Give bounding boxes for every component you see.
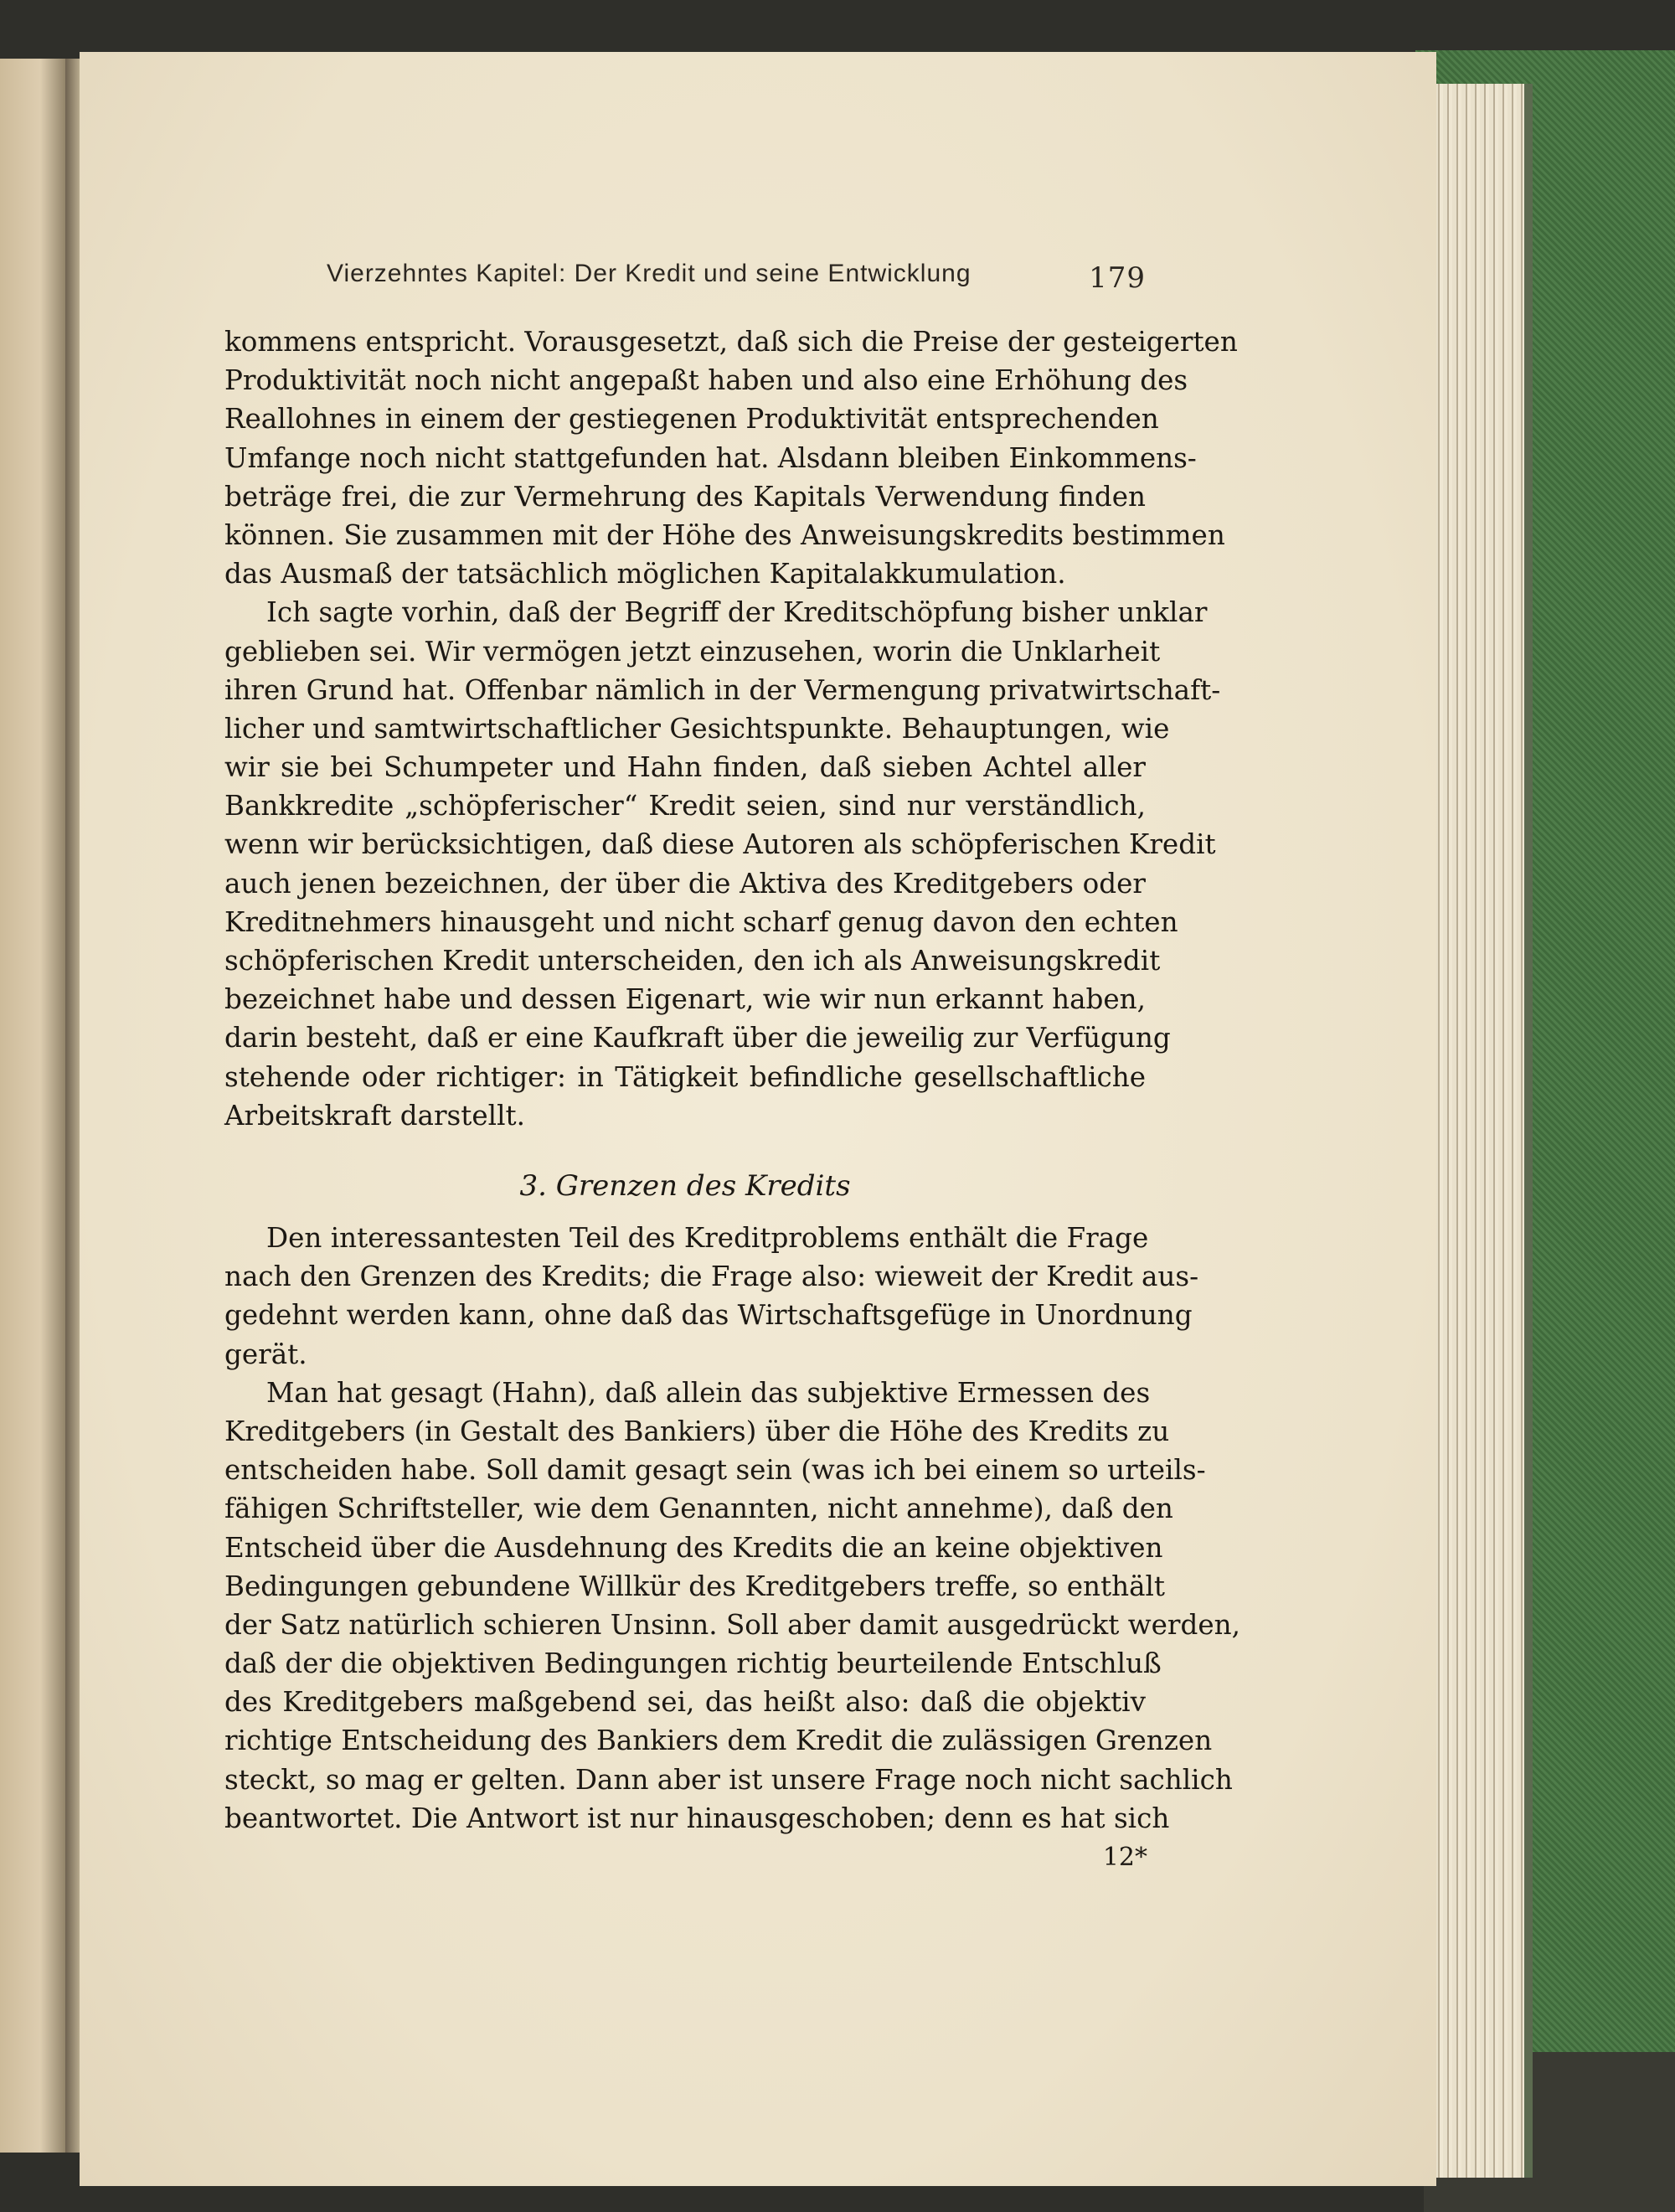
text-line: Ich sagte vorhin, daß der Begriff der Kreditschöpfung bisher unklar (266, 596, 1208, 629)
text-line: darin besteht, daß er eine Kaufkraft über die jeweilig zur Verfügung (224, 1022, 1171, 1054)
text-line: schöpferischen Kredit unterscheiden, den ich als Anweisungskredit (224, 945, 1161, 977)
text-line: Produktivität noch nicht angepaßt haben und also eine Erhöhung des (224, 364, 1188, 397)
text-line: richtige Entscheidung des Bankiers dem Kredit die zulässigen Grenzen (224, 1725, 1213, 1757)
page-stack-shadow (1524, 84, 1533, 2178)
text-line: beantwortet. Die Antwort ist nur hinausgeschoben; denn es hat sich (224, 1802, 1170, 1834)
text-line: Bankkredite „schöpferischer“ Kredit seien, sind nur verständlich, (224, 790, 1146, 822)
text-line: licher und samtwirtschaftlicher Gesichtspunkte. Behauptungen, wie (224, 712, 1170, 745)
page-number: 179 (1089, 261, 1146, 295)
text-line: das Ausmaß der tatsächlich möglichen Kapitalakkumulation. (224, 558, 1066, 590)
text-line: daß der die objektiven Bedingungen richtig beurteilende Entschluß (224, 1647, 1162, 1680)
text-line: wenn wir berücksichtigen, daß diese Autoren als schöpferischen Kredit (224, 828, 1216, 861)
paragraph-4 (224, 1374, 1240, 1838)
text-line: Bedingungen gebundene Willkür des Kreditgebers treffe, so enthält (224, 1570, 1166, 1602)
paragraph-2 (224, 593, 1221, 1135)
section-heading: 3. Grenzen des Kredits (519, 1169, 851, 1203)
text-line: Kreditnehmers hinausgeht und nicht scharf genug davon den echten (224, 905, 1178, 938)
previous-page-edge (0, 59, 67, 2153)
text-line: kommens entspricht. Vorausgesetzt, daß sich die Preise der gesteigerten (224, 326, 1238, 358)
running-head (327, 260, 1146, 295)
text-line: bezeichnet habe und dessen Eigenart, wie wir nun erkannt haben, (224, 983, 1146, 1016)
text-line: Reallohnes in einem der gestiegenen Produktivität entsprechenden (224, 403, 1159, 436)
text-line: fähigen Schriftsteller, wie dem Genannten, nicht annehme), daß den (224, 1493, 1173, 1525)
text-line: des Kreditgebers maßgebend sei, das heißt also: daß die objektiv (224, 1686, 1146, 1719)
text-line: der Satz natürlich schieren Unsinn. Soll aber damit ausgedrückt werden, (224, 1608, 1240, 1641)
text-line: Umfange noch nicht stattgefunden hat. Alsdann bleiben Einkommens- (224, 441, 1197, 474)
body-text-lower (224, 1219, 1240, 1838)
text-line: Kreditgebers (in Gestalt des Bankiers) über die Höhe des Kredits zu (224, 1415, 1170, 1447)
page-stack-edges (1434, 84, 1526, 2178)
text-line: können. Sie zusammen mit der Höhe des Anweisungskredits bestimmen (224, 518, 1225, 551)
paragraph-3 (224, 1219, 1199, 1374)
text-line: auch jenen bezeichnen, der über die Aktiva des Kreditgebers oder (224, 867, 1146, 900)
text-line: ihren Grund hat. Offenbar nämlich in der Vermengung privatwirtschaft- (224, 673, 1221, 706)
running-head-title: Vierzehntes Kapitel: Der Kredit und seine Entwicklung (327, 260, 972, 287)
text-line: nach den Grenzen des Kredits; die Frage also: wieweit der Kredit aus- (224, 1261, 1199, 1293)
text-line: entscheiden habe. Soll damit gesagt sein (was ich bei einem so urteils- (224, 1454, 1206, 1487)
signature-mark: 12* (1102, 1843, 1147, 1872)
text-line: gedehnt werden kann, ohne daß das Wirtschaftsgefüge in Unordnung (224, 1299, 1193, 1332)
text-line: Arbeitskraft darstellt. (224, 1099, 525, 1132)
text-line: Den interessantesten Teil des Kreditproblems enthält die Frage (266, 1222, 1149, 1254)
text-line: stehende oder richtiger: in Tätigkeit befindliche gesellschaftliche (224, 1060, 1146, 1093)
text-line: Entscheid über die Ausdehnung des Kredits die an keine objektiven (224, 1531, 1163, 1564)
text-line: geblieben sei. Wir vermögen jetzt einzusehen, worin die Unklarheit (224, 635, 1161, 668)
text-line: steckt, so mag er gelten. Dann aber ist unsere Frage noch nicht sachlich (224, 1763, 1233, 1796)
text-line: Man hat gesagt (Hahn), daß allein das subjektive Ermessen des (266, 1376, 1151, 1409)
text-line: beträge frei, die zur Vermehrung des Kapitals Verwendung finden (224, 480, 1146, 513)
body-text-upper (224, 322, 1238, 1135)
paragraph-1 (224, 322, 1238, 593)
text-line: wir sie bei Schumpeter und Hahn finden, daß sieben Achtel aller (224, 751, 1146, 784)
text-line: gerät. (224, 1338, 307, 1370)
